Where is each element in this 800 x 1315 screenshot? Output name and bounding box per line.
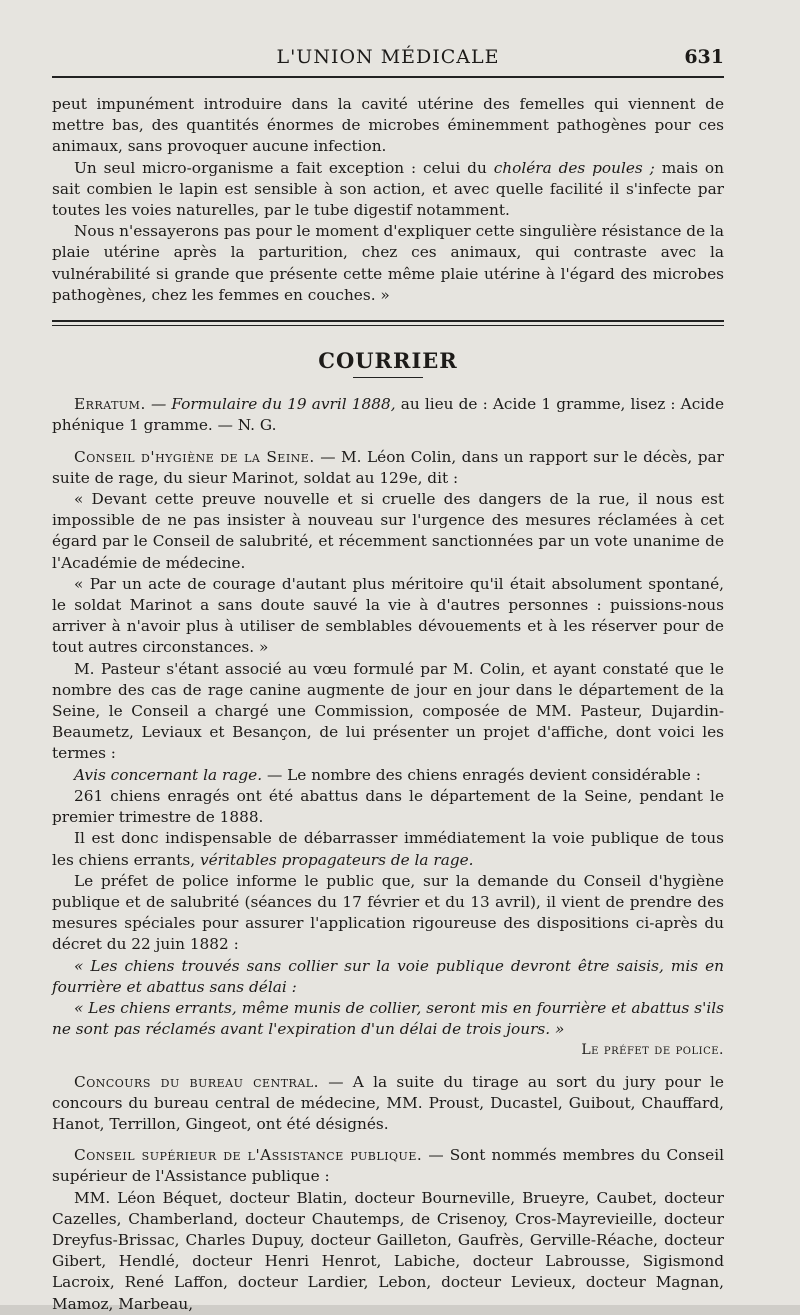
concours-paragraph: Concours du bureau central. — A la suite du tirage au sort du jury pour le concours du bureau central de médecine, MM. Proust, Ducastel, Guibout, Chauffard, Hanot, Terrillon, Gingeot, ont été désignés. xyxy=(52,1072,724,1133)
decree-paragraph-1: « Les chiens trouvés sans collier sur la voie publique devront être saisis, mis en fourrière et abattus sans délai : xyxy=(52,956,724,996)
necessity-paragraph: Il est donc indispensable de débarrasser immédiatement la voie publique de tous les chiens errants, véritables propagateurs de la rage. xyxy=(52,829,724,869)
concours-label: Concours du bureau central. xyxy=(74,1072,319,1091)
section-title: COURRIER xyxy=(318,348,458,374)
header-rule xyxy=(52,76,724,78)
intro-paragraph-2: Un seul micro-organisme a fait exception : celui du choléra des poules ; mais on sait combien le lapin est sensible à son action, et avec quelle facilité il s'infecte par toutes les voies naturelles, par le tube digestif notamment. xyxy=(52,158,724,220)
conseil-hygiene-paragraph: Conseil d'hygiène de la Seine. — M. Léon Colin, dans un rapport sur le décès, par suite de rage, du sieur Marinot, soldat au 129e, dit : xyxy=(52,447,724,487)
spacer xyxy=(52,437,724,447)
quote-paragraph-2: « Par un acte de courage d'autant plus méritoire qu'il était absolument spontané, le soldat Marinot a sans doute sauvé la vie à d'autres personnes : puissions-nous arriver à n'avoir plus à utiliser de semblables dévouements et à les réserver pour de tout autres circonstances. » xyxy=(52,574,724,657)
erratum-label: Erratum. xyxy=(74,395,146,414)
conseil-hygiene-label: Conseil d'hygiène de la Seine. xyxy=(74,447,315,466)
conseil-superieur-paragraph: Conseil supérieur de l'Assistance publique. — Sont nommés membres du Conseil supérieur de l'Assistance publique : xyxy=(52,1146,724,1186)
pasteur-paragraph: M. Pasteur s'étant associé au vœu formulé par M. Colin, et ayant constaté que le nombre des cas de rage canine augmente de jour en jour dans le département de la Seine, le Conseil a chargé une Commission, composée de MM. Pasteur, Dujardin-Beaumetz, Leviaux et Besançon, de lui présenter un projet d'affiche, dont voici les termes : xyxy=(52,659,724,763)
erratum-paragraph: Erratum. — Formulaire du 19 avril 1888, au lieu de : Acide 1 gramme, lisez : Acide phénique 1 gramme. — N. G. xyxy=(52,395,725,435)
decree-paragraph-2: « Les chiens errants, même munis de collier, seront mis en fourrière et abattus s'ils ne sont pas réclamés avant l'expiration d'un délai de trois jours. » xyxy=(52,998,724,1039)
members-paragraph: MM. Léon Béquet, docteur Blatin, docteur Bourneville, Brueyre, Caubet, docteur Cazelles, Chamberland, docteur Chautemps, de Crisenoy, Cros-Mayrevieille, docteur Dreyfus-Brissac, Charles Dupuy, docteur Gailleton, Gaufrès, Gerville-Réache, docteur Gibert, Hendlé, docteur Henri Henrot, Labiche, docteur Labrousse, Sigismond Lacroix, René Laffon, docteur Lardier, Lebon, docteur Levieux, docteur Magnan, Mamoz, Marbeau, xyxy=(52,1188,724,1313)
article-body xyxy=(52,94,724,1315)
spacer xyxy=(52,1062,724,1072)
intro-paragraph-3: Nous n'essayerons pas pour le moment d'expliquer cette singulière résistance de la plaie utérine après la parturition, chez ces animaux, qui contraste avec la vulnérabilité si grande que présente cette même plaie utérine à l'égard des microbes pathogènes, chez les femmes en couches. » xyxy=(52,222,724,304)
journal-title: L'UNION MÉDICALE xyxy=(276,46,500,68)
spacer xyxy=(52,1135,724,1145)
section-title-rule xyxy=(353,377,423,378)
quote-paragraph-1: « Devant cette preuve nouvelle et si cruelle des dangers de la rue, il nous est impossible de ne pas insister à nouveau sur l'urgence des mesures réclamées à cet égard par le Conseil de salubrité, et récemment sanctionnées par un vote unanime de l'Académie de médecine. xyxy=(52,490,724,572)
conseil-superieur-label: Conseil supérieur de l'Assistance publique. xyxy=(74,1146,423,1165)
running-header xyxy=(52,46,724,70)
section-divider xyxy=(52,320,724,326)
statistic-paragraph: 261 chiens enragés ont été abattus dans le département de la Seine, pendant le premier trimestre de 1888. xyxy=(52,786,724,827)
signature: Le préfet de police. xyxy=(581,1042,724,1059)
intro-paragraph-1: peut impunément introduire dans la cavité utérine des femelles qui viennent de mettre bas, des quantités énormes de microbes éminemment pathogènes pour ces animaux, sans provoquer aucune infection. xyxy=(52,95,724,156)
avis-paragraph: Avis concernant la rage. — Le nombre des chiens enragés devient considérable : xyxy=(74,765,701,784)
page-number: 631 xyxy=(684,46,724,68)
prefet-paragraph: Le préfet de police informe le public que, sur la demande du Conseil d'hygiène publique et de salubrité (séances du 17 février et du 13 avril), il vient de prendre des mesures spéciales pour assurer l'application rigoureuse des dispositions ci-après du décret du 22 juin 1882 : xyxy=(52,871,724,954)
